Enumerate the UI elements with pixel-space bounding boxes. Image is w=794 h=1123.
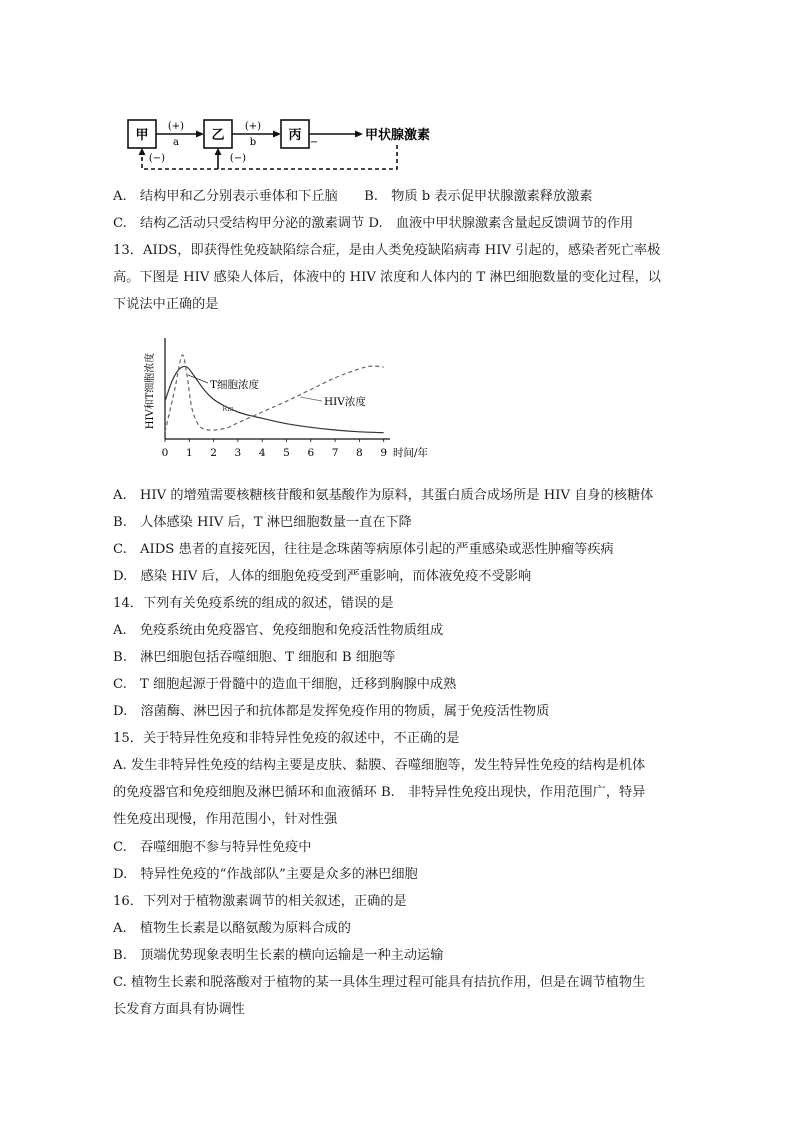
x-tick-label: 3 <box>234 447 242 459</box>
x-tick-label: 0 <box>161 447 169 459</box>
box-jia-label: 甲 <box>135 128 149 143</box>
q16-option-c-line-2: 长发育方面具有协调性 <box>113 1002 245 1017</box>
q16-stem: 16．下列对于植物激素调节的相关叙述，正确的是 <box>113 894 407 909</box>
x-tick-label: 2 <box>210 447 217 459</box>
q15-option-a-line-2: 的免疫器官和免疫细胞及淋巴循环和血液循环 B. 非特异性免疫出现快，作用范围广，特异 <box>113 785 646 800</box>
x-tick-label: 7 <box>331 447 339 459</box>
x-tick-label: 9 <box>380 447 388 459</box>
q14-option-d: D. 溶菌酶、淋巴因子和抗体都是发挥免疫作用的物质，属于免疫活性物质 <box>113 704 550 719</box>
q13-option-d: D. 感染 HIV 后，人体的细胞免疫受到严重影响，而体液免疫不受影响 <box>113 569 532 584</box>
q15-option-d: D. 特异性免疫的“作战部队”主要是众多的淋巴细胞 <box>113 867 418 882</box>
pos-label-2: (+) <box>244 121 262 132</box>
hiv-series-label: HIV浓度 <box>324 396 366 408</box>
neg-label-1: (−) <box>148 153 166 164</box>
q15-option-c: C. 吞噬细胞不参与特异性免疫中 <box>113 840 312 855</box>
q12-option-a: A. 结构甲和乙分别表示垂体和下丘脑 B. 物质 b 表示促甲状腺激素释放激素 <box>113 189 593 204</box>
q13-stem-line-3: 下说法中正确的是 <box>113 297 219 312</box>
q14-option-b: B. 淋巴细胞包括吞噬细胞、T 细胞和 B 细胞等 <box>113 650 396 665</box>
q13-option-c: C. AIDS 患者的直接死因，往往是念珠菌等病原体引起的严重感染或恶性肿瘤等疾病 <box>113 542 614 557</box>
pos-label-1: (+) <box>167 121 185 132</box>
chart-annotation: Rm <box>222 405 234 413</box>
q16-option-b: B. 顶端优势现象表明生长素的横向运输是一种主动运输 <box>113 948 444 963</box>
q13-option-b: B. 人体感染 HIV 后，T 淋巴细胞数量一直在下降 <box>113 515 412 530</box>
box-bing-label: 丙 <box>288 128 302 143</box>
hiv-leader <box>300 397 322 401</box>
hormone-feedback-diagram <box>0 0 794 180</box>
q13-stem-line-2: 高。下图是 HIV 感染人体后，体液中的 HIV 浓度和人体内的 T 淋巴细胞数量的变化过程，以 <box>113 270 661 285</box>
q13-stem-line-1: 13．AIDS，即获得性免疫缺陷综合症，是由人类免疫缺陷病毒 HIV 引起的，感染者死亡率极 <box>113 243 661 258</box>
x-tick-label: 8 <box>356 447 363 459</box>
q15-stem: 15．关于特异性免疫和非特异性免疫的叙述中，不正确的是 <box>113 731 460 746</box>
x-tick-label: 4 <box>258 447 266 459</box>
x-tick-label: 6 <box>307 447 315 459</box>
x-tick-label: 1 <box>185 447 193 459</box>
minus-mark: − <box>309 137 319 148</box>
q16-option-a: A. 植物生长素是以酪氨酸为原料合成的 <box>113 921 351 936</box>
x-axis-label: 时间/年 <box>393 447 429 459</box>
neg-label-2: (−) <box>229 153 247 164</box>
box-yi-label: 乙 <box>211 128 225 143</box>
q13-option-a: A. HIV 的增殖需要核糖核苷酸和氨基酸作为原料，其蛋白质合成场所是 HIV 自身的核糖体 <box>113 488 654 503</box>
q15-option-a-line-1: A. 发生非特异性免疫的结构主要是皮肤、黏膜、吞噬细胞等，发生特异性免疫的结构是机体 <box>113 758 646 773</box>
arrow-b-label: b <box>249 137 257 148</box>
hiv-series-line <box>165 355 384 432</box>
hiv-t-cell-chart <box>0 335 794 465</box>
q15-option-a-line-3: 性免疫出现慢，作用范围小，针对性强 <box>113 812 338 827</box>
q14-option-c: C. T 细胞起源于骨髓中的造血干细胞，迁移到胸腺中成熟 <box>113 677 457 692</box>
q14-stem: 14．下列有关免疫系统的组成的叙述，错误的是 <box>113 596 394 611</box>
output-label: 甲状腺激素 <box>365 128 431 143</box>
q16-option-c-line-1: C. 植物生长素和脱落酸对于植物的某一具体生理过程可能具有拮抗作用，但是在调节植物生 <box>113 975 646 990</box>
arrow-a-label: a <box>173 137 179 148</box>
x-tick-label: 5 <box>283 447 290 459</box>
q14-option-a: A. 免疫系统由免疫器官、免疫细胞和免疫活性物质组成 <box>113 623 444 638</box>
t-cell-series-label: T细胞浓度 <box>210 379 260 391</box>
q12-option-c: C. 结构乙活动只受结构甲分泌的激素调节 D. 血液中甲状腺激素含量起反馈调节的作用 <box>113 216 634 231</box>
y-axis-label: HIV和T细胞浓度 <box>145 352 156 430</box>
